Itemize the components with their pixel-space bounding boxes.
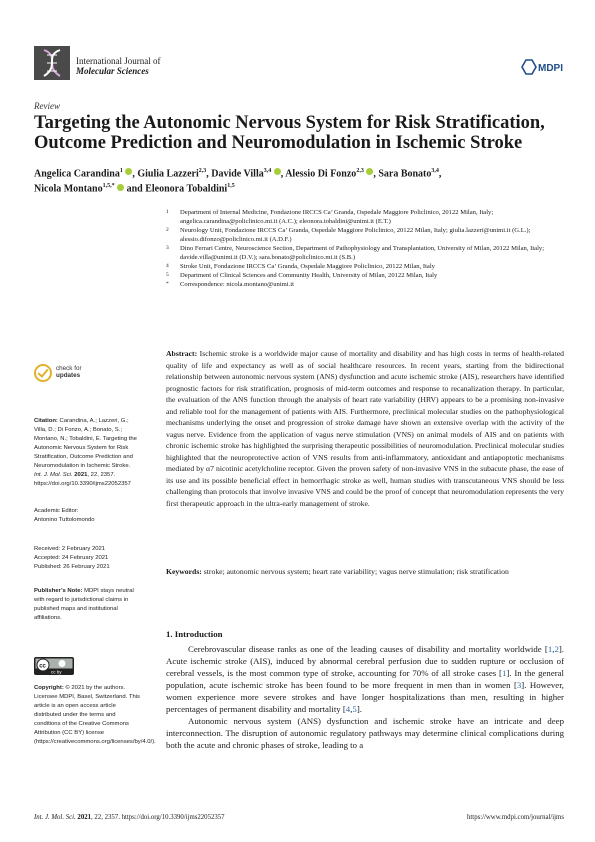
ref-link[interactable]: 1 (547, 644, 553, 654)
footer-journal: Int. J. Mol. Sci. (34, 814, 76, 821)
keywords (166, 566, 564, 578)
check-updates-line1: check for (56, 365, 82, 372)
article-type: Review (34, 101, 60, 111)
affiliation-item (166, 244, 566, 262)
publisher-note-text: MDPI stays neutral with regard to jurisdictional claims in published maps and institutional affiliations. (34, 588, 134, 621)
author-affiliation-marker: 2,3 (356, 168, 364, 174)
keywords-label: Keywords: (166, 567, 202, 576)
affiliation-text: Dino Ferrari Centre, Neuroscience Section, Department of Pathophysiology and Transplantation, University of Milan, 20122 Milan, Italy; davide.villa@unimi.it (D.V.); sara.bonato@policlinico.mi.it (S.B.) (180, 245, 545, 261)
copyright-block (34, 684, 156, 747)
abstract (166, 348, 564, 509)
journal-logo-icon (34, 46, 70, 80)
check-updates-line2: updates (56, 372, 81, 379)
affiliation-text: Neurology Unit, Fondazione IRCCS Ca’ Granda, Ospedale Maggiore Policlinico, 20122 Milan, Italy; giulia.lazzeri@unimi.it (G.L.); alessio.difonzo@policlinico.mi.it (A.D.F.) (180, 227, 531, 243)
copyright-label: Copyright: (34, 685, 64, 691)
citation-text: Carandina, A.; Lazzeri, G.; Villa, D.; Di Fonzo, A.; Bonato, S.; Montano, N.; Tobaldini, E. Targeting the Autonomic Nervous System for Risk Stratification, Outcome Prediction and Neuromodulation in Ischemic Stroke. (34, 418, 137, 469)
intro-paragraph: Autonomic nervous system (ANS) dysfunction and ischemic stroke have an intricate and deep interconnection. The disruption of autonomic regulatory pathways may determine clinical complications during both the acute and chronic phases of stroke, leading to a (166, 716, 564, 750)
affiliation-number: 3 (166, 245, 169, 251)
orcid-icon[interactable] (274, 168, 281, 175)
author-name: Davide Villa (211, 168, 264, 180)
affiliation-item (166, 208, 566, 226)
author-affiliation-marker: 3,4 (263, 168, 272, 174)
footer-citation (34, 814, 225, 821)
author-affiliation-marker: 1,5 (227, 183, 235, 190)
author-separator: , (280, 168, 286, 180)
journal-header (34, 46, 564, 80)
affiliation-number: 5 (166, 272, 169, 278)
article-title: Targeting the Autonomic Nervous System for Risk Stratification, Outcome Prediction and Neuromodulation in Ischemic Stroke (34, 113, 545, 153)
author-separator: , (206, 168, 212, 180)
affiliation-item (166, 226, 566, 244)
abstract-label: Abstract: (166, 349, 198, 358)
publisher-note-label: Publisher’s Note: (34, 588, 83, 594)
editor-label: Academic Editor: (34, 508, 79, 514)
intro-paragraph: Cerebrovascular disease ranks as one of the leading causes of disability and mortality worldwide [1,2]. Acute ischemic stroke (AIS), induced by abnormal cerebral perfusion due to sudden rupture or occlusion of cerebral vessels, is the most common type of stroke, accounting for 70% of all stroke cases [1]. In the general population, acute ischemic stroke has been found to be more frequent in men than in women [3]. However, women experience more severe strokes and have longer hospitalizations than men, resulting in higher percentages of permanent disability and mortality [4,5]. (166, 644, 565, 714)
ref-link[interactable]: 3 (516, 680, 522, 690)
affiliation-text: Stroke Unit, Fondazione IRCCS Ca’ Granda, Ospedale Maggiore Policlinico, 20122 Milan, Italy (180, 263, 435, 270)
author-affiliation-marker: 3,4 (431, 168, 439, 174)
author-name: Eleonora Tobaldini (145, 183, 228, 195)
affiliation-item (166, 280, 566, 289)
ref-link[interactable]: 2 (554, 644, 559, 654)
citation-label: Citation: (34, 418, 58, 424)
citation-journal: Int. J. Mol. Sci. (34, 472, 73, 478)
ref-link[interactable]: 4 (345, 704, 351, 714)
author-list (34, 165, 574, 196)
author-affiliation-marker: 1,5,* (102, 183, 115, 190)
creative-commons-icon[interactable] (34, 657, 74, 675)
footer-year: 2021 (77, 814, 92, 821)
journal-name-line1: International Journal of (76, 56, 161, 66)
citation-block (34, 417, 140, 489)
author-separator: , (373, 168, 379, 180)
ref-link[interactable]: 1 (501, 668, 507, 678)
check-updates-text (56, 365, 82, 379)
journal-name-line2: Molecular Sciences (76, 66, 149, 76)
editor-name: Antonino Tuttolomondo (34, 517, 95, 523)
affiliation-number: 4 (166, 263, 169, 269)
abstract-text: Ischemic stroke is a worldwide major cause of mortality and disability and has high costs in terms of health-related quality of life and expectancy as well as of social healthcare resources. In recent years, starting from the bidirectional relationship between autonomic nervous system (ANS) dysfunction and acute ischemic stroke (AIS), researchers have identified prognostic factors for risk stratification, prognosis of mid-term outcomes and response to recanalization therapy. In particular, the evaluation of the ANS function through the analysis of heart rate variability (HRV) appears to be a promising non-invasive and reliable tool for the management of patients with AIS. Furthermore, preclinical molecular studies on the pathophysiological mechanisms underlying the onset and progression of stroke damage have shown an extensive overlap with the activity of the vagus nerve. Evidence from the application of vagus nerve stimulation (VNS) on animal models of AIS and on patients with chronic ischemic stroke has highlighted the surprising therapeutic possibilities of neuromodulation. Preclinical molecular studies highlighted that the neuroprotective action of VNS results from anti-inflammatory, antioxidant and antiapoptotic mechanisms mediated by α7 nicotinic acetylcholine receptor. Given the proven safety of non-invasive VNS in the subacute phase, the ease of its use and its possible beneficial effect in hemorrhagic stroke as well, human studies with transcutaneous VNS should be less challenging than protocols that involve invasive VNS and could be the proof of concept that neuromodulation represents the very first therapeutic approach in the ultra-early management of stroke. (166, 349, 564, 508)
dates-block (34, 545, 140, 572)
journal-name (76, 56, 160, 76)
affiliation-number: 2 (166, 227, 169, 233)
author-separator: , (132, 168, 138, 180)
affiliation-text: Department of Clinical Sciences and Community Health, University of Milan, 20122 Milan, Italy (180, 272, 438, 279)
author-name: Sara Bonato (378, 168, 432, 180)
academic-editor-block (34, 507, 140, 525)
section-heading: 1. Introduction (166, 629, 223, 639)
check-for-updates-badge[interactable] (34, 363, 104, 385)
affiliation-text: Correspondence: nicola.montano@unimi.it (180, 281, 294, 288)
received-date: Received: 2 February 2021 (34, 546, 106, 552)
citation-year: 2021 (74, 472, 88, 478)
accepted-date: Accepted: 24 February 2021 (34, 555, 109, 561)
author-name: Giulia Lazzeri (137, 168, 199, 180)
affiliation-text: Department of Internal Medicine, Fondazione IRCCS Ca’ Granda, Ospedale Maggiore Policlinico, 20122 Milan, Italy; angelica.carandina@policlinico.mi.it (A.C.); eleonora.tobaldini@unimi.it (E.T.) (180, 209, 494, 225)
affiliation-item (166, 262, 566, 271)
affiliation-number: * (166, 281, 169, 287)
author-affiliation-marker: 2,3 (198, 168, 207, 174)
citation-doi[interactable]: , 22, 2357. https://doi.org/10.3390/ijms22052357 (34, 472, 131, 487)
author-name: Alessio Di Fonzo (285, 168, 357, 180)
published-date: Published: 26 February 2021 (34, 564, 110, 570)
author-affiliation-marker: 1 (119, 168, 123, 174)
publisher-note (34, 587, 140, 623)
keywords-text: stroke; autonomic nervous system; heart rate variability; vagus nerve stimulation; risk stratification (203, 567, 509, 576)
introduction-body (166, 643, 564, 751)
author-separator: and (124, 183, 146, 195)
author-name: Nicola Montano (34, 183, 103, 195)
author-name: Angelica Carandina (34, 168, 120, 180)
ref-link[interactable]: 5 (352, 704, 357, 714)
author-separator: , (438, 168, 442, 180)
footer-url[interactable]: https://www.mdpi.com/journal/ijms (467, 814, 564, 821)
cc-label: cc by (51, 669, 62, 675)
mdpi-logo-icon (520, 58, 564, 76)
affiliation-item (166, 271, 566, 280)
affiliation-number: 1 (166, 209, 169, 215)
svg-text:cc: cc (39, 663, 46, 670)
mdpi-logo-text: MDPI (538, 63, 563, 74)
footer-doi[interactable]: , 22, 2357. https://doi.org/10.3390/ijms22052357 (91, 814, 225, 821)
check-updates-icon (34, 364, 52, 382)
copyright-text: © 2021 by the authors. Licensee MDPI, Basel, Switzerland. This article is an open access article distributed under the terms and conditions of the Creative Commons Attribution (CC BY) license (https://creativecommons.org/licenses/by/4.0/). (34, 685, 156, 745)
affiliations (166, 208, 566, 289)
